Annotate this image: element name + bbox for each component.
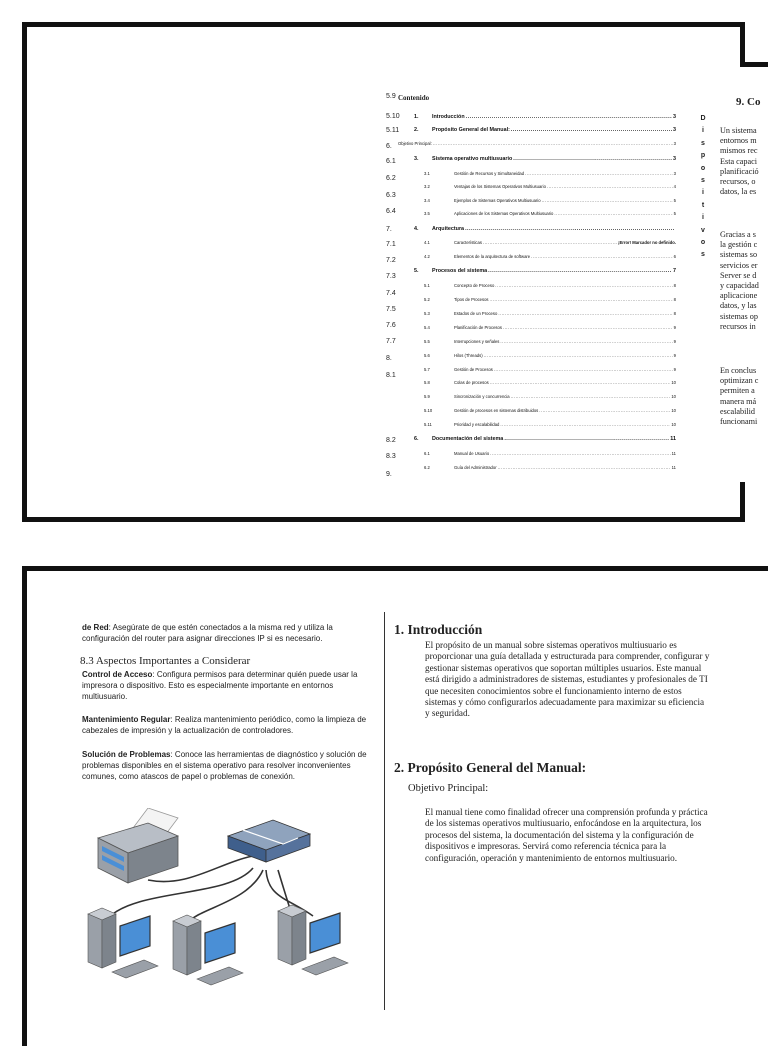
toc-entry-title: Tipos de Procesos <box>454 297 489 302</box>
outline-number: 7.7 <box>386 338 396 345</box>
toc-entry-page: 11 <box>671 465 676 470</box>
toc-entry[interactable] <box>424 353 676 358</box>
outline-number: 8.3 <box>386 453 396 460</box>
toc-entry[interactable] <box>424 254 676 259</box>
toc-entry[interactable] <box>424 325 676 330</box>
toc-entry-number: 4.1 <box>424 240 430 245</box>
section-8-3-heading: 8.3 Aspectos Importantes a Considerar <box>80 655 251 667</box>
toc-entry-page: 3 <box>673 156 676 162</box>
toc-entry-page: 6 <box>673 254 676 259</box>
toc-entry-title: Introducción <box>432 114 465 120</box>
toc-entry-page: 3 <box>673 141 676 146</box>
top-page-bottom-line-right <box>22 517 745 522</box>
toc-entry[interactable] <box>398 141 676 146</box>
section-9-line: Un sistema <box>720 126 757 135</box>
vertical-letter: o <box>700 164 706 172</box>
outline-number: 6.2 <box>386 175 396 182</box>
maintenance-item <box>82 714 374 736</box>
network-note <box>82 622 374 644</box>
toc-entry-title: Gestión de Recursos y Simultaneidad <box>454 171 525 176</box>
toc-entry-title: Características <box>454 240 482 245</box>
toc-entry-page: 9 <box>673 339 676 344</box>
item-text: : Configura permisos para determinar quién puede usar la impresora o dispositivo. Esto es especialmente importante en entornos multiusuario. <box>82 670 358 701</box>
toc-entry-number: 4. <box>414 226 419 232</box>
toc-leader-dots <box>490 451 670 456</box>
toc-entry[interactable] <box>414 268 676 274</box>
outline-number: 5.11 <box>386 127 400 134</box>
toc-entry-number: 5.5 <box>424 339 430 344</box>
toc-entry-number: 6.2 <box>424 465 430 470</box>
toc-entry-number: 5.10 <box>424 408 433 413</box>
vertical-letter: i <box>702 214 704 222</box>
toc-entry[interactable] <box>424 171 676 176</box>
toc-entry[interactable] <box>414 114 676 120</box>
toc-entry-number: 5.8 <box>424 380 430 385</box>
toc-entry-title: Propósito General del Manual: <box>432 127 510 133</box>
toc-entry-page: 10 <box>671 408 676 413</box>
vertical-letter: i <box>702 127 704 135</box>
section-9-line: optimizan c <box>720 376 759 386</box>
section-9-line: recursos, o <box>720 177 756 186</box>
toc-leader-dots <box>490 297 673 302</box>
introduction-heading: 1. Introducción <box>394 622 483 637</box>
section-9-line: la gestión c <box>720 240 758 250</box>
toc-entry[interactable] <box>424 380 676 385</box>
toc-entry-page: 8 <box>673 283 676 288</box>
toc-entry-title: Gestión de procesos en sistemas distribuidos <box>454 408 539 413</box>
objective-label: Objetivo Principal: <box>408 783 489 794</box>
outline-number: 8.2 <box>386 437 396 444</box>
printer-icon <box>98 808 178 883</box>
item-text: : Realiza mantenimiento periódico, como la limpieza de cabezales de impresión y la actualización de controladores. <box>82 715 367 735</box>
vertical-letter: i <box>702 189 704 197</box>
toc-leader-dots <box>500 422 670 427</box>
toc-entry[interactable] <box>414 127 676 133</box>
outline-number: 7.1 <box>386 241 396 248</box>
toc-entry-page: 8 <box>673 297 676 302</box>
introduction-text: El propósito de un manual sobre sistemas operativos multiusuario es proporcionar una guía detallada y estructurada para comprender, configurar y gestionar sistemas operativos que soportan múltiples usuarios. Este manual está dirigido a administradores de sistemas, estudiantes y profesionales de TI que necesiten conocimientos sobre el funcionamiento interno de estos sistemas y cómo configurarlos adecuadamente para maximizar su eficiencia y seguridad. <box>425 640 710 719</box>
section-9-line: Esta capaci <box>720 156 758 166</box>
toc-entry-page: 7 <box>673 268 676 274</box>
toc-entry[interactable] <box>424 184 676 189</box>
outline-number: 6.1 <box>386 158 396 165</box>
network-note-text: : Asegúrate de que estén conectados a la misma red y utiliza la configuración del router para asignar direcciones IP si es necesario. <box>82 623 333 643</box>
section-9-line: En conclus <box>720 366 757 375</box>
toc-entry[interactable] <box>414 226 676 232</box>
access-control-item <box>82 669 374 702</box>
toc-entry-page: 5 <box>673 211 676 216</box>
toc-entry-title: Gestión de Procesos <box>454 367 493 372</box>
toc-entry-title: Colas de procesos <box>454 380 489 385</box>
section-9-line: permiten a <box>720 386 755 396</box>
toc-entry-title: Sincronización y concurrencia <box>454 394 510 399</box>
toc-entry[interactable] <box>414 436 676 442</box>
top-page-right-notch-vline <box>740 22 745 67</box>
toc-entry-number: 6.1 <box>424 451 430 456</box>
toc-entry-page: 11 <box>670 436 676 442</box>
toc-entry-title: Documentación del sistema <box>432 436 504 442</box>
toc-entry-title: Ejemplos de Sistemas Operativos Multiusuario <box>454 198 541 203</box>
toc-leader-dots <box>500 339 672 344</box>
toc-entry[interactable] <box>424 394 676 399</box>
toc-entry[interactable] <box>424 297 676 302</box>
toc-entry[interactable] <box>424 240 676 245</box>
toc-entry-number: 3.5 <box>424 211 430 216</box>
item-text: : Conoce las herramientas de diagnóstico y solución de problemas disponibles en el sistema operativo para resolver inconvenientes comunes, como atascos de papel o problemas de conexión. <box>82 750 367 781</box>
toc-entry-number: 3.2 <box>424 184 430 189</box>
toc-entry[interactable] <box>424 465 676 470</box>
toc-entry-page: 3 <box>673 127 676 133</box>
toc-leader-dots <box>539 408 670 413</box>
outline-number: 8.1 <box>386 372 396 379</box>
toc-entry-number: 3. <box>414 156 419 162</box>
toc-leader-dots <box>466 114 672 120</box>
toc-leader-dots <box>465 226 675 232</box>
network-diagram <box>78 808 378 988</box>
objective-text: El manual tiene como finalidad ofrecer una comprensión profunda y práctica de los sistemas operativos multiusuario, enfocándose en la arquitectura, los procesos del sistema, la documentación del sistema y la configuración de dispositivos e impresoras. Servirá como referencia técnica para la configuración, operación y mantenimiento de entornos multiusuario. <box>425 807 708 863</box>
toc-entry-page: ¡Error! Marcador no definido. <box>618 240 676 245</box>
toc-entry-page: 9 <box>673 325 676 330</box>
vertical-letter: D <box>700 115 706 122</box>
toc-entry-number: 5.3 <box>424 311 430 316</box>
toc-entry-title: Manual de Usuario <box>454 451 490 456</box>
toc-entry-title: Estados de un Proceso <box>454 311 498 316</box>
outline-number: 7.2 <box>386 257 396 264</box>
section-9-line: entornos m <box>720 136 757 146</box>
toc-entry-page: 10 <box>671 380 676 385</box>
item-label: Control de Acceso <box>82 670 153 679</box>
outline-number: 7.5 <box>386 306 396 313</box>
toc-entry[interactable] <box>424 283 676 288</box>
toc-title: Contenido <box>398 94 430 102</box>
section-9-line: datos, la es <box>720 187 757 197</box>
outline-number: 7.3 <box>386 273 396 280</box>
outline-number: 5.10 <box>386 113 400 120</box>
switch-icon <box>228 820 310 862</box>
toc-entry-number: 1. <box>414 114 419 120</box>
toc-leader-dots <box>490 380 671 385</box>
outline-number: 7. <box>386 226 392 233</box>
network-note-label: de Red <box>82 623 109 632</box>
outline-number: 9. <box>386 471 392 478</box>
toc-entry-page: 4 <box>673 184 676 189</box>
toc-entry[interactable] <box>424 198 676 203</box>
toc-entry-number: 5.9 <box>424 394 430 399</box>
section-9-line: y capacidad <box>720 281 759 290</box>
toc-leader-dots <box>542 198 673 203</box>
toc-leader-dots <box>531 254 673 259</box>
toc-entry-page: 10 <box>671 394 676 399</box>
outline-number: 7.4 <box>386 290 396 297</box>
item-label: Solución de Problemas <box>82 750 171 759</box>
toc-entry[interactable] <box>424 367 676 372</box>
toc-leader-dots <box>511 394 671 399</box>
toc-entry[interactable] <box>424 422 676 427</box>
toc-entry[interactable] <box>424 451 676 456</box>
toc-leader-dots <box>483 240 617 245</box>
section-9-heading: 9. Co <box>736 96 761 108</box>
toc-entry-title: Objetivo Principal: <box>398 141 432 146</box>
vertical-letter: p <box>700 152 706 160</box>
toc-leader-dots <box>433 141 673 146</box>
section-9-line: mismos rec <box>720 146 758 156</box>
section-9-line: recursos in <box>720 321 756 331</box>
toc-entry-page: 8 <box>673 311 676 316</box>
vertical-letter: o <box>700 239 706 246</box>
toc-entry-number: 6. <box>414 436 419 442</box>
toc-entry-title: Arquitectura <box>432 226 465 232</box>
item-label: Mantenimiento Regular <box>82 715 171 724</box>
section-9-line: manera má <box>720 396 757 406</box>
toc-entry-number: 3.1 <box>424 171 430 176</box>
toc-leader-dots <box>498 465 671 470</box>
vertical-letter: v <box>701 226 705 234</box>
section-9-line: planificació <box>720 166 759 176</box>
troubleshooting-item <box>82 749 374 782</box>
section-9-line: Server se d <box>720 270 757 280</box>
computer-icon <box>88 908 158 978</box>
toc-entry-title: Ventajas de los Sistemas Operativos Multiusuario <box>454 184 546 189</box>
section-9-line: escalabilid <box>720 406 756 416</box>
outline-number: 6.3 <box>386 192 396 199</box>
section-9-line: servicios er <box>720 260 758 270</box>
toc-entry[interactable] <box>424 339 676 344</box>
toc-entry-title: Concepto de Proceso <box>454 283 495 288</box>
section-9-line: datos, y las <box>720 301 757 311</box>
toc-entry-title: Interrupciones y señales <box>454 339 500 344</box>
toc-entry-number: 5.1 <box>424 283 430 288</box>
toc-entry-page: 9 <box>673 367 676 372</box>
toc-entry-number: 2. <box>414 127 419 133</box>
toc-entry-number: 5.11 <box>424 422 432 427</box>
vertical-letter: t <box>701 201 705 209</box>
toc-leader-dots <box>484 353 673 358</box>
toc-entry-title: Elementos de la arquitectura de software <box>454 254 531 259</box>
toc-entry-page: 10 <box>671 422 676 427</box>
toc-entry-number: 5.7 <box>424 367 430 372</box>
toc-entry-number: 4.2 <box>424 254 430 259</box>
section-9-line: sistemas op <box>720 311 758 321</box>
toc-entry-title: Guía del Administrador <box>454 465 497 470</box>
computer-icon <box>173 915 243 985</box>
outline-number: 7.6 <box>386 322 396 329</box>
section-9-line: funcionami <box>720 417 758 426</box>
toc-leader-dots <box>547 184 673 189</box>
toc-entry-title: Hilos (Threads) <box>454 353 483 358</box>
toc-entry-title: Aplicaciones de los Sistemas Operativos Multiusuario <box>454 211 554 216</box>
toc-entry-title: Prioridad y escalabilidad <box>454 422 500 427</box>
toc-entry-page: 9 <box>673 353 676 358</box>
vertical-letter: s <box>701 251 705 259</box>
toc-leader-dots <box>513 156 672 162</box>
toc-leader-dots <box>525 171 673 176</box>
toc-entry-page: 3 <box>673 171 676 176</box>
toc-entry-number: 5. <box>414 268 419 274</box>
toc-entry-number: 5.2 <box>424 297 430 302</box>
toc-entry-title: Planificación de Procesos <box>454 325 502 330</box>
toc-entry-page: 11 <box>671 451 676 456</box>
column-divider <box>384 612 385 1010</box>
section-9-line: Gracias a s <box>720 230 756 239</box>
toc-entry-title: Procesos del sistema <box>432 268 488 274</box>
toc-entry[interactable] <box>424 211 676 216</box>
toc-entry[interactable] <box>424 408 676 413</box>
outline-number: 8. <box>386 355 392 362</box>
outline-number: 5.9 <box>386 93 396 100</box>
toc-entry[interactable] <box>414 156 676 162</box>
toc-entry-number: 5.6 <box>424 353 430 358</box>
toc-entry-title: Sistema operativo multiusuario <box>432 156 513 162</box>
outline-number: 6. <box>386 143 392 150</box>
vertical-letter: s <box>701 139 705 147</box>
toc-entry-page: 3 <box>673 114 676 120</box>
outline-number: 6.4 <box>386 208 396 215</box>
toc-leader-dots <box>504 436 669 442</box>
toc-leader-dots <box>503 325 673 330</box>
toc-leader-dots <box>511 127 672 133</box>
toc-entry-number: 3.4 <box>424 198 430 203</box>
toc-entry[interactable] <box>424 311 676 316</box>
toc-leader-dots <box>488 268 672 274</box>
toc-leader-dots <box>494 367 673 372</box>
top-page-right-notch-b-vline <box>740 482 745 522</box>
toc-entry-number: 5.4 <box>424 325 430 330</box>
toc-leader-dots <box>554 211 672 216</box>
section-9-line: aplicacione <box>720 291 758 301</box>
toc-leader-dots <box>498 311 672 316</box>
section-9-line: sistemas so <box>720 250 758 260</box>
toc-entry-page: 5 <box>673 198 676 203</box>
toc-leader-dots <box>495 283 672 288</box>
general-purpose-heading: 2. Propósito General del Manual: <box>394 760 587 775</box>
vertical-letter: s <box>701 177 705 184</box>
